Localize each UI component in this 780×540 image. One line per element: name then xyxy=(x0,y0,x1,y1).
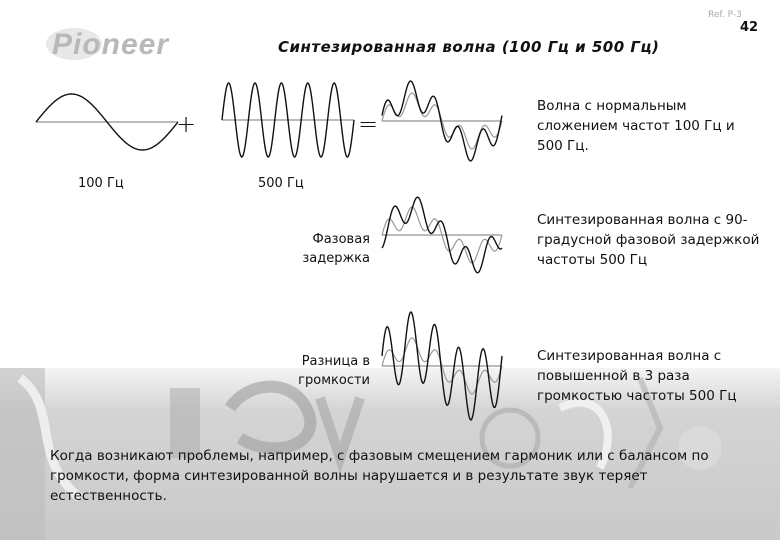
slide-title: Синтезированная волна (100 Гц и 500 Гц) xyxy=(278,38,660,56)
page-number: 42 xyxy=(740,20,759,35)
reference-code: Ref. P-3 xyxy=(708,10,742,20)
wave-synthesized-phase-delay xyxy=(382,192,502,278)
wave-synthesized-normal xyxy=(382,78,502,164)
label-100hz: 100 Гц xyxy=(78,176,124,191)
label-phase-delay: Фазовая задержка xyxy=(302,232,370,266)
equals-sign: = xyxy=(358,110,379,138)
description-phase: Синтезированная волна с 90-градусной фазовой задержкой частоты 500 Гц xyxy=(537,212,760,268)
description-volume: Синтезированная волна с повышенной в 3 раза громкостью частоты 500 Гц xyxy=(537,348,737,404)
wave-500hz xyxy=(222,80,354,160)
pioneer-logo xyxy=(44,26,244,66)
bottom-explanation: Когда возникают проблемы, например, с фазовым смещением гармоник или с балансом по громкости, форма синтезированной волны нарушается и в результате звук теряет естественность. xyxy=(50,448,709,504)
plus-sign: + xyxy=(176,110,197,138)
description-normal: Волна с нормальным сложением частот 100 Гц и 500 Гц. xyxy=(537,98,735,154)
wave-synthesized-volume xyxy=(382,308,502,424)
wave-100hz xyxy=(36,90,178,154)
label-volume-difference: Разница в громкости xyxy=(298,354,370,388)
svg-text:Pioneer: Pioneer xyxy=(52,28,170,61)
label-500hz: 500 Гц xyxy=(258,176,304,191)
